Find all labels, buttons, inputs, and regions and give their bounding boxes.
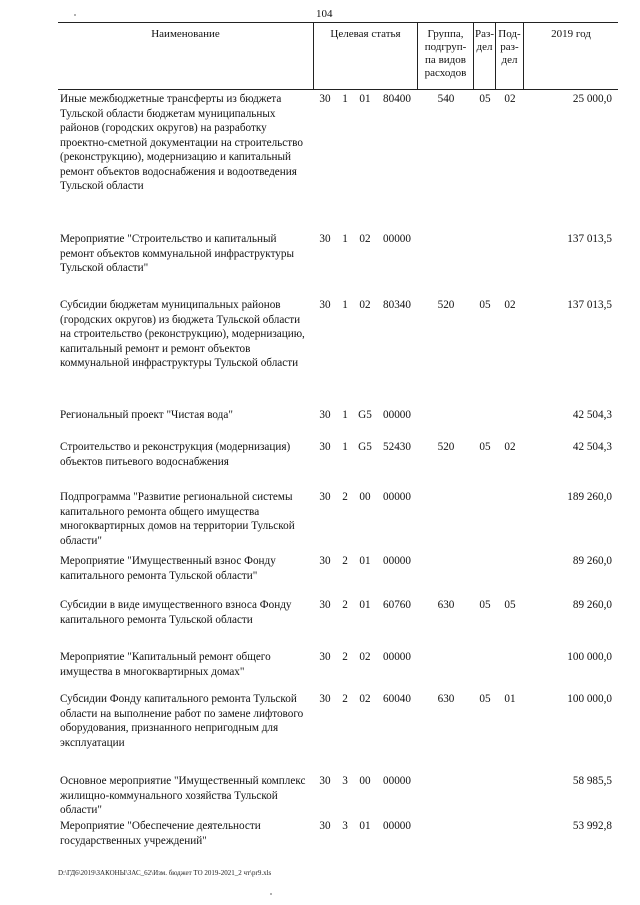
program-code: 30 [319,491,331,503]
subprogram-code: 2 [342,599,348,611]
measure-code: 00 [359,491,371,503]
direction-code: 60760 [383,599,411,611]
header-section: Раз- дел [474,23,496,89]
direction-code: 00000 [383,775,411,787]
direction-code: 00000 [383,233,411,245]
subprogram-code: 3 [342,820,348,832]
program-code: 30 [319,820,331,832]
section-code: 05 [479,441,491,453]
expense-group: 520 [437,299,455,311]
expense-group: 540 [437,93,455,105]
row-name: Мероприятие "Капитальный ремонт общего имущества в многоквартирных домах" [60,651,271,678]
row-name: Строительство и реконструкция (модернизация) объектов питьевого водоснабжения [60,441,291,468]
direction-code: 60040 [383,693,411,705]
measure-code: 01 [359,555,371,567]
row-name: Основное мероприятие "Имущественный комплекс жилищно-коммунального хозяйства Тульской области" [60,775,306,816]
measure-code: 02 [359,299,371,311]
direction-code: 80340 [383,299,411,311]
row-amount: 137 013,5 [567,233,612,245]
program-code: 30 [319,599,331,611]
scan-speck [74,14,76,16]
direction-code: 00000 [383,651,411,663]
direction-code: 80400 [383,93,411,105]
file-path-footer: D:\ГД6\2019\ЗАКОНЫ\ЗАС_62\Изм. бюджет ТО 2019-2021_2 чт\pr9.xls [58,869,272,877]
row-name: Мероприятие "Имущественный взнос Фонду капитального ремонта Тульской области" [60,555,276,582]
header-name: Наименование [58,23,314,89]
row-amount: 58 985,5 [572,775,612,787]
subsection-code: 02 [504,299,516,311]
row-name: Региональный проект "Чистая вода" [60,409,233,421]
subsection-code: 02 [504,441,516,453]
row-amount: 53 992,8 [572,820,612,832]
row-name: Подпрограмма "Развитие региональной системы капитального ремонта общего имущества многоквартирных домов на территории Тульской области" [60,491,295,547]
row-amount: 89 260,0 [572,555,612,567]
row-amount: 100 000,0 [567,651,612,663]
header-group: Группа, подгруп- па видов расходов [418,23,474,89]
program-code: 30 [319,409,331,421]
row-amount: 89 260,0 [572,599,612,611]
measure-code: 00 [359,775,371,787]
program-code: 30 [319,299,331,311]
subprogram-code: 1 [342,93,348,105]
measure-code: 01 [359,820,371,832]
subsection-code: 05 [504,599,516,611]
row-amount: 100 000,0 [567,693,612,705]
row-name: Субсидии бюджетам муниципальных районов (городских округов) из бюджета Тульской области на строительство (реконструкцию), модернизацию, капитальный ремонт и ремонт объектов коммунальной инфраструктуры Тульской области [60,299,305,369]
row-amount: 25 000,0 [572,93,612,105]
program-code: 30 [319,693,331,705]
budget-table [58,22,618,847]
expense-group: 630 [437,693,455,705]
expense-group: 630 [437,599,455,611]
direction-code: 00000 [383,491,411,503]
row-name: Субсидии Фонду капитального ремонта Тульской области на выполнение работ по замене лифтового оборудования, признанного непригодным для эксплуатации [60,693,304,749]
measure-code: 02 [359,693,371,705]
row-name: Субсидии в виде имущественного взноса Фонду капитального ремонта Тульской области [60,599,292,626]
direction-code: 00000 [383,555,411,567]
program-code: 30 [319,233,331,245]
subsection-code: 02 [504,93,516,105]
program-code: 30 [319,651,331,663]
scan-speck [270,893,272,895]
header-target: Целевая статья [314,23,418,89]
expense-group: 520 [437,441,455,453]
section-code: 05 [479,299,491,311]
page-number: 104 [316,8,333,20]
subprogram-code: 2 [342,693,348,705]
measure-code: 02 [359,651,371,663]
direction-code: 00000 [383,820,411,832]
header-year: 2019 год [551,28,591,40]
header-subsection: Под- раз- дел [496,23,524,89]
subprogram-code: 2 [342,491,348,503]
program-code: 30 [319,555,331,567]
subprogram-code: 1 [342,233,348,245]
row-name: Мероприятие "Обеспечение деятельности государственных учреждений" [60,820,261,847]
row-amount: 42 504,3 [572,441,612,453]
row-name: Мероприятие "Строительство и капитальный ремонт объектов коммунальной инфраструктуры Тульской области" [60,233,295,274]
subprogram-code: 1 [342,409,348,421]
program-code: 30 [319,775,331,787]
direction-code: 00000 [383,409,411,421]
subprogram-code: 1 [342,299,348,311]
program-code: 30 [319,93,331,105]
measure-code: G5 [358,409,372,421]
direction-code: 52430 [383,441,411,453]
section-code: 05 [479,693,491,705]
subprogram-code: 2 [342,555,348,567]
subprogram-code: 2 [342,651,348,663]
measure-code: 01 [359,599,371,611]
measure-code: 02 [359,233,371,245]
subprogram-code: 3 [342,775,348,787]
section-code: 05 [479,599,491,611]
measure-code: G5 [358,441,372,453]
row-amount: 189 260,0 [567,491,612,503]
subprogram-code: 1 [342,441,348,453]
subsection-code: 01 [504,693,516,705]
row-amount: 137 013,5 [567,299,612,311]
program-code: 30 [319,441,331,453]
row-amount: 42 504,3 [572,409,612,421]
row-name: Иные межбюджетные трансферты из бюджета Тульской области бюджетам муниципальных районов (городских округов) на разработку проектно-сметной документации на строительство (реконструкцию), модернизацию и капитальный ремонт объектов водоснабжения и водоотведения Тульской области [60,93,303,192]
measure-code: 01 [359,93,371,105]
section-code: 05 [479,93,491,105]
table-header [58,22,618,90]
